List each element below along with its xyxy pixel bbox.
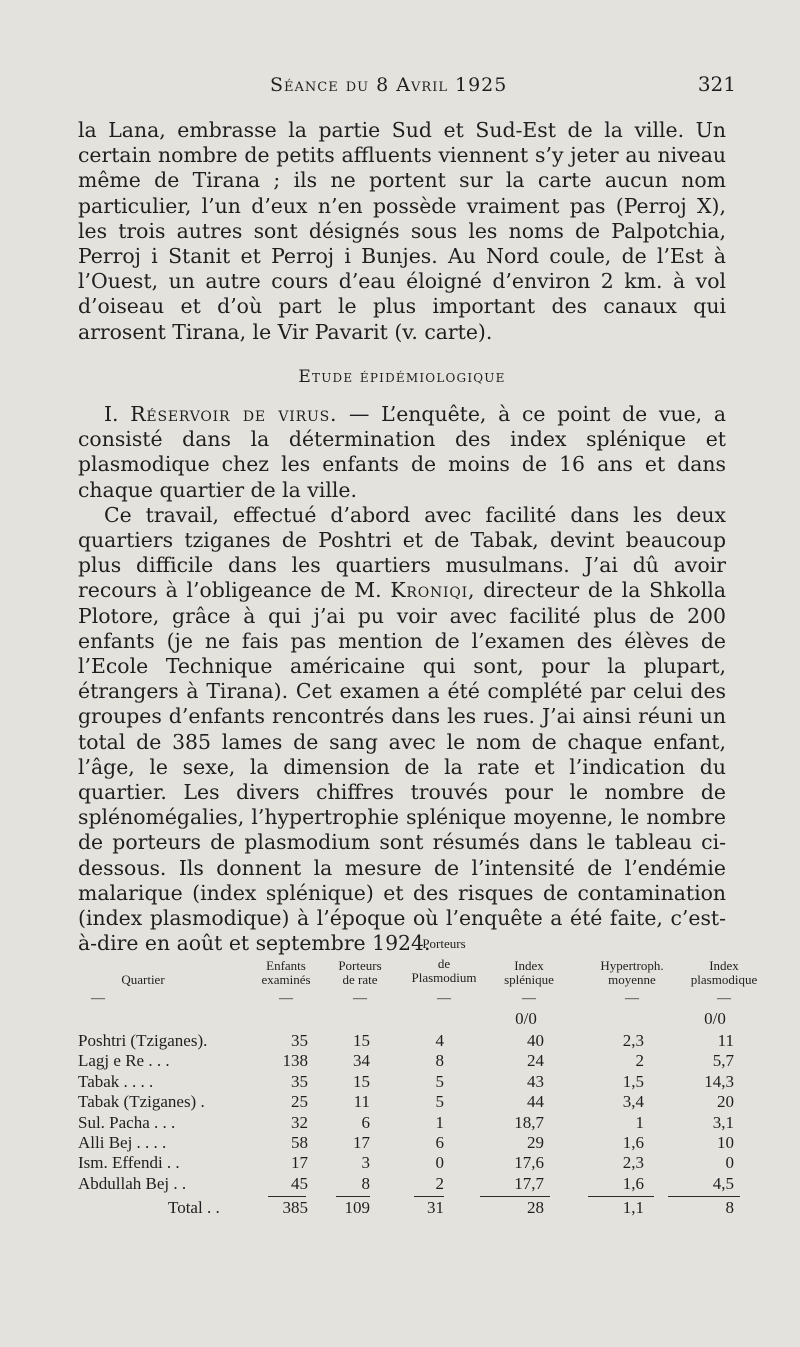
total-hypertroph: 1,1 [622, 1198, 644, 1218]
cell-rate: 15 [353, 1071, 370, 1091]
cell-plasmodium: 2 [435, 1173, 444, 1193]
section-heading: Etude épidémiologique [298, 366, 506, 387]
header-index-plasmodique [680, 959, 768, 987]
table-row [68, 1113, 768, 1133]
header-dashes [68, 991, 768, 1009]
cell-index-splenique: 24 [527, 1051, 544, 1071]
cell-quartier: Abdullah Bej . . [78, 1173, 187, 1193]
running-title: Séance du 8 Avril 1925 [270, 74, 508, 96]
header-label: splénique [504, 972, 554, 987]
cell-index-plasmodique: 5,7 [712, 1051, 734, 1071]
cell-index-plasmodique: 10 [717, 1132, 734, 1152]
cell-quartier: Lagj e Re . . . [78, 1051, 170, 1071]
paragraph: la Lana, embrasse la partie Sud et Sud-Est de la ville. Un certain nombre de petits affluents viennent s’y jeter au niveau même de Tirana ; ils ne portent sur la carte aucun nom particulier, l’un d’eux n’en possède vraiment pas (Perroj X), les trois autres sont désignés sous les noms de Palpotchia, Perroj i Stanit et Perroj i Bunjes. Au Nord coule, de l’Est à l’Ouest, un autre cours d’eau éloigné d’environ 2 km. à vol d’oiseau et d’où part le plus important des canaux qui arrosent Tirana, le Vir Pavarit (v. carte). [78, 118, 726, 344]
unit-row [68, 1009, 768, 1031]
header-label: Porteurs [338, 958, 382, 973]
cell-quartier: Poshtri (Tziganes). [78, 1031, 208, 1050]
paragraph-text: Ce travail, effectué d’abord avec facilité dans les deux quartiers tziganes de Poshtri et de Tabak, devint beaucoup plus difficile dans les quartiers musulmans. J’ai dû avoir recours à l’obligeance de M. [78, 502, 726, 603]
cell-enfants: 17 [291, 1153, 308, 1173]
dash: — [91, 991, 105, 1006]
header-label: plasmodique [690, 972, 758, 987]
cell-index-splenique: 44 [527, 1092, 544, 1112]
header-label: Index [514, 958, 544, 973]
header-porteurs-plasmodium [396, 937, 492, 985]
total-index-plasmodique: 8 [725, 1198, 734, 1218]
cell-index-plasmodique: 11 [717, 1031, 734, 1050]
cell-rate: 3 [361, 1153, 370, 1173]
cell-hypertroph: 2,3 [622, 1031, 644, 1050]
total-plasmodium: 31 [427, 1198, 444, 1218]
cell-rate: 11 [353, 1092, 370, 1112]
cell-hypertroph: 1,5 [622, 1071, 644, 1091]
table-row [68, 1072, 768, 1092]
cell-rate: 8 [361, 1173, 370, 1193]
header-label: Index [709, 958, 739, 973]
cell-enfants: 45 [291, 1173, 308, 1193]
sum-rule [414, 1196, 444, 1197]
dash: — [353, 991, 367, 1006]
header-label: Quartier [121, 972, 165, 987]
header-label: Porteurs [422, 936, 466, 951]
cell-plasmodium: 5 [435, 1071, 444, 1091]
cell-plasmodium: 4 [435, 1031, 444, 1050]
data-table [68, 935, 768, 1220]
dash: — [717, 991, 731, 1006]
cell-plasmodium: 8 [435, 1051, 444, 1071]
cell-enfants: 35 [291, 1071, 308, 1091]
paragraph [78, 503, 726, 957]
cell-hypertroph: 3,4 [622, 1092, 644, 1112]
cell-quartier: Sul. Pacha . . . [78, 1112, 176, 1132]
dash: — [437, 991, 451, 1006]
cell-hypertroph: 1,6 [622, 1132, 644, 1152]
header-quartier [78, 973, 208, 987]
cell-index-splenique: 18,7 [514, 1112, 544, 1132]
header-label: examinés [261, 972, 311, 987]
table-header [68, 935, 768, 991]
table-row [68, 1153, 768, 1173]
body-text [78, 118, 726, 957]
cell-enfants: 25 [291, 1092, 308, 1112]
total-rate: 109 [344, 1198, 370, 1218]
cell-enfants: 35 [291, 1031, 308, 1050]
cell-quartier: Tabak (Tziganes) . [78, 1092, 205, 1112]
header-label: de rate [342, 972, 378, 987]
cell-plasmodium: 1 [435, 1112, 444, 1132]
cell-index-plasmodique: 20 [717, 1092, 734, 1112]
cell-enfants: 138 [282, 1051, 308, 1071]
table-row [68, 1031, 768, 1051]
header-enfants [246, 959, 326, 987]
sum-rule [588, 1196, 654, 1197]
cell-hypertroph: 1 [635, 1112, 644, 1132]
dash: — [279, 991, 293, 1006]
paragraph [78, 402, 726, 503]
paragraph-text: — L’enquête, à ce point de vue, a consisté dans la détermination des index splénique et plasmodique chez les enfants de moins de 16 ans et dans chaque quartier de la ville. [78, 402, 727, 502]
cell-plasmodium: 5 [435, 1092, 444, 1112]
cell-plasmodium: 6 [435, 1132, 444, 1152]
sum-rule [268, 1196, 306, 1197]
cell-quartier: Alli Bej . . . . [78, 1132, 167, 1152]
header-label: de [437, 956, 451, 971]
page-number: 321 [697, 72, 736, 96]
cell-index-splenique: 40 [527, 1031, 544, 1050]
total-index-splenique: 28 [527, 1198, 544, 1218]
cell-enfants: 58 [291, 1132, 308, 1152]
cell-index-splenique: 17,6 [514, 1153, 544, 1173]
section-number: I. [104, 402, 119, 427]
subheading: Réservoir de virus. [130, 402, 338, 427]
cell-rate: 15 [353, 1031, 370, 1050]
dash: — [625, 991, 639, 1006]
sum-rule [336, 1196, 370, 1197]
dash: — [522, 991, 536, 1006]
cell-plasmodium: 0 [435, 1153, 444, 1173]
cell-index-splenique: 43 [527, 1071, 544, 1091]
cell-rate: 34 [353, 1051, 370, 1071]
table-body [68, 1031, 768, 1194]
table-row [68, 1051, 768, 1071]
table-row [68, 1133, 768, 1153]
cell-quartier: Tabak . . . . [78, 1071, 154, 1091]
cell-index-plasmodique: 0 [725, 1153, 734, 1173]
header-hypertroph [584, 959, 680, 987]
unit-label: 0/0 [515, 1009, 537, 1028]
cell-index-plasmodique: 4,5 [712, 1173, 734, 1193]
header-label: Plasmodium [411, 970, 477, 985]
header-label: Hypertroph. [600, 958, 664, 973]
cell-hypertroph: 2,3 [622, 1153, 644, 1173]
sum-rule [480, 1196, 550, 1197]
cell-rate: 17 [353, 1132, 370, 1152]
header-label: Enfants [266, 958, 306, 973]
cell-index-plasmodique: 3,1 [712, 1112, 734, 1132]
person-name: Kroniqi [390, 578, 468, 603]
total-label: Total . . [168, 1198, 220, 1218]
sum-rule [668, 1196, 740, 1197]
total-row [68, 1196, 768, 1220]
header-index-splenique [486, 959, 572, 987]
table-row [68, 1174, 768, 1194]
cell-index-splenique: 17,7 [514, 1173, 544, 1193]
cell-hypertroph: 1,6 [622, 1173, 644, 1193]
header-porteurs-rate [320, 959, 400, 987]
total-enfants: 385 [282, 1198, 308, 1218]
paragraph-text: , directeur de la Shkolla Plotore, grâce à qui j’ai pu voir avec facilité plus de 200 enfants (je ne fais pas mention de l’examen des élèves de l’Ecole Technique américaine qui sont, pour la plupart, étrangers à Tirana). Cet examen a été complété par celui des groupes d’enfants rencontrés dans les rues. J’ai ainsi réuni un total de 385 lames de sang avec le nom de chaque enfant, l’âge, le sexe, la dimension de la rate et l’indication du quartier. Les divers chiffres trouvés pour le nombre de splénomégalies, l’hypertrophie splénique moyenne, le nombre de porteurs de plasmodium sont résumés dans le tableau ci-dessous. Ils donnent la mesure de l’intensité de l’endémie malarique (index splénique) et des risques de contamination (index plasmodique) à l’époque où l’enquête a été faite, c’est-à-dire en août et septembre 1924. [78, 578, 727, 956]
cell-enfants: 32 [291, 1112, 308, 1132]
cell-rate: 6 [361, 1112, 370, 1132]
cell-hypertroph: 2 [635, 1051, 644, 1071]
cell-index-plasmodique: 14,3 [704, 1071, 734, 1091]
header-label: moyenne [608, 972, 656, 987]
unit-label: 0/0 [704, 1009, 726, 1028]
cell-index-splenique: 29 [527, 1132, 544, 1152]
cell-quartier: Ism. Effendi . . [78, 1153, 180, 1173]
table-row [68, 1092, 768, 1112]
running-head [0, 70, 800, 100]
